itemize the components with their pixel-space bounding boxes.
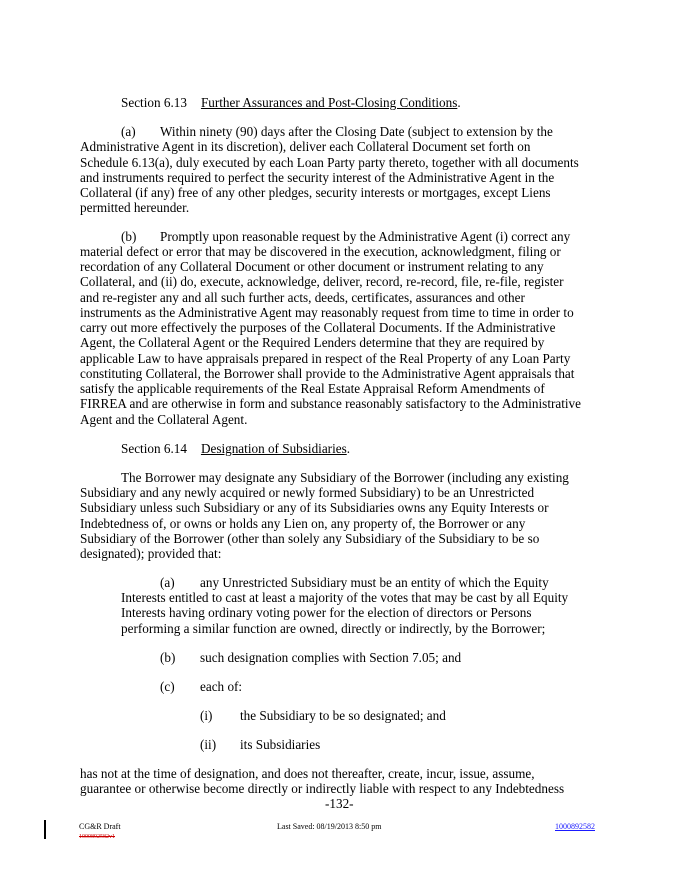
section-6-13-b-line: constituting Collateral, the Borrower shall provide to the Administrative Agent appraisals that — [80, 366, 575, 381]
section-6-13-b-line: FIRREA and are otherwise in form and substance reasonably satisfactory to the Administrative — [80, 396, 582, 411]
section-6-14-a-line: any Unrestricted Subsidiary must be an entity of which the Equity — [200, 575, 549, 590]
section-6-14-intro-line: Subsidiary of the Borrower (other than solely any Subsidiary of the Subsidiary to be so — [80, 531, 540, 546]
section-6-14-i-text: the Subsidiary to be so designated; and — [240, 708, 446, 723]
section-6-13-a-line: and instruments required to perfect the security interest of the Administrative Agent in the — [80, 170, 555, 185]
section-6-14-closing-line: guarantee or otherwise become directly or indirectly liable with respect to any Indebtedness — [80, 781, 565, 796]
change-bar — [44, 820, 46, 839]
footer-deleted-doc-id: 1000892582v1 — [79, 834, 115, 840]
section-6-13-b-line: material defect or error that may be discovered in the execution, acknowledgment, filing or — [80, 244, 561, 259]
section-6-13-b-line: applicable Law to have appraisals prepared in respect of the Real Property of any Loan Party — [80, 351, 571, 366]
section-6-13-b-label: (b) — [121, 229, 137, 244]
section-6-13-b-line: Promptly upon reasonable request by the Administrative Agent (i) correct any — [160, 229, 571, 244]
section-6-13-b-line: Agent and the Collateral Agent. — [80, 412, 248, 427]
section-6-13-b-line: carry out more effectively the purposes of the Collateral Documents. If the Administrative — [80, 320, 556, 335]
section-6-13-period: . — [457, 95, 461, 110]
section-6-14-a-line: performing a similar function are owned, directly or indirectly, by the Borrower; — [121, 621, 546, 636]
section-6-14-ii-text: its Subsidiaries — [240, 737, 321, 752]
section-6-14-a-label: (a) — [160, 575, 175, 590]
section-6-13-title: Further Assurances and Post-Closing Conditions — [200, 95, 458, 110]
section-6-14-intro-line: Indebtedness of, or owns or holds any Lien on, any property of, the Borrower or any — [80, 516, 526, 531]
section-6-14-intro-line: The Borrower may designate any Subsidiary of the Borrower (including any existing — [121, 470, 569, 485]
page-number: -132- — [325, 796, 354, 811]
section-6-14-number: Section 6.14 — [121, 441, 187, 456]
section-6-14-closing-line: has not at the time of designation, and does not thereafter, create, incur, issue, assume, — [80, 766, 535, 781]
section-6-14-c-text: each of: — [200, 679, 243, 694]
section-6-13-heading — [121, 95, 461, 110]
section-6-13-b-line: Agent, the Collateral Agent or the Required Lenders determine that they are required by — [80, 335, 545, 350]
section-6-14-b-label: (b) — [160, 650, 176, 665]
section-6-13-a-line: permitted hereunder. — [80, 200, 190, 215]
section-6-14-c-label: (c) — [160, 679, 175, 694]
section-6-14-intro-line: designated); provided that: — [80, 546, 222, 561]
section-6-14-title: Designation of Subsidiaries — [200, 441, 347, 456]
section-6-13-b-line: satisfy the applicable requirements of the Real Estate Appraisal Reform Amendments of — [80, 381, 545, 396]
section-6-14-heading — [121, 441, 350, 456]
section-6-13-b-line: and re-register any and all such further acts, deeds, certificates, assurances and other — [80, 290, 525, 305]
section-6-13-a-line: Within ninety (90) days after the Closing Date (subject to extension by the — [160, 124, 553, 139]
section-6-13-a-line: Collateral (if any) free of any other pledges, security interests or mortgages, except Liens — [80, 185, 551, 200]
section-6-14-ii-label: (ii) — [200, 737, 217, 752]
section-6-13-a-line: Schedule 6.13(a), duly executed by each Loan Party party thereto, together with all documents — [80, 155, 579, 170]
section-6-13-b-line: Collateral, and (ii) do, execute, acknowledge, deliver, record, re-record, file, re-file, register — [80, 274, 564, 289]
footer-doc-id-link[interactable]: 1000892582 — [555, 822, 595, 831]
section-6-13-b-line: instruments as the Administrative Agent may reasonably request from time to time in order to — [80, 305, 574, 320]
section-6-13-a-line: Administrative Agent in its discretion), deliver each Collateral Document set forth on — [80, 139, 531, 154]
section-6-14-period: . — [346, 441, 351, 456]
section-6-13-a-label: (a) — [121, 124, 136, 139]
section-6-13-number: Section 6.13 — [121, 95, 187, 110]
footer-last-saved: Last Saved: 08/19/2013 8:50 pm — [277, 822, 382, 831]
section-6-14-b-text: such designation complies with Section 7.05; and — [200, 650, 462, 665]
footer-draft-label: CG&R Draft — [79, 822, 121, 831]
section-6-14-i-label: (i) — [200, 708, 213, 723]
section-6-14-a-line: Interests having ordinary voting power for the election of directors or Persons — [121, 605, 532, 620]
section-6-13-b-line: recordation of any Collateral Document or other document or instrument relating to any — [80, 259, 544, 274]
section-6-14-intro-line: Subsidiary and any newly acquired or newly formed Subsidiary) to be an Unrestricted — [80, 485, 535, 500]
section-6-14-intro-line: Subsidiary unless such Subsidiary or any of its Subsidiaries owns any Equity Interests or — [80, 500, 549, 515]
section-6-14-a-line: Interests entitled to cast at least a majority of the votes that may be cast by all Equity — [121, 590, 569, 605]
